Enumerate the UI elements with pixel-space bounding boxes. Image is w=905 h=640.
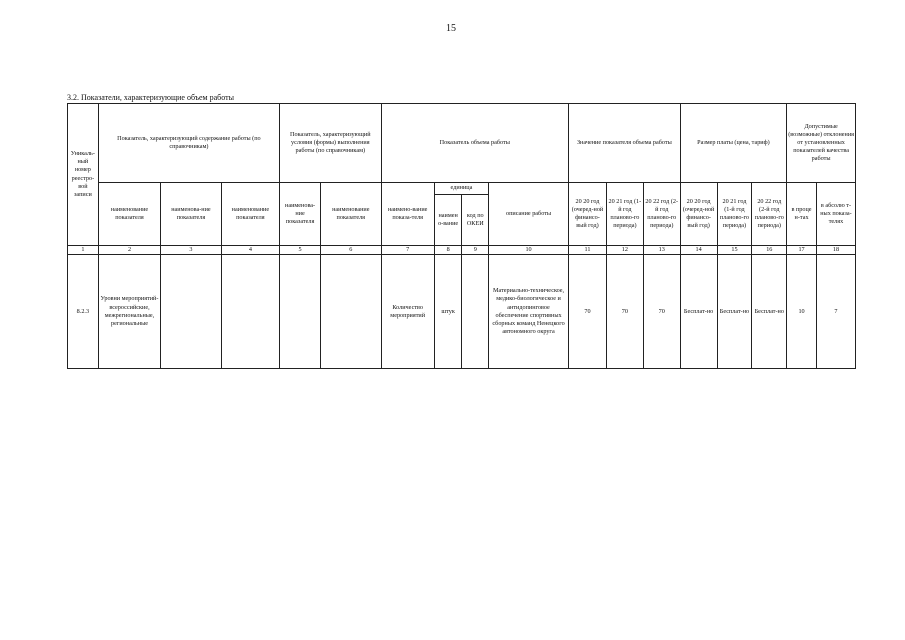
header-content-name-2: наименова-ние показателя xyxy=(161,183,221,246)
column-number: 17 xyxy=(787,246,817,255)
work-description: Материально-техническое, медико-биологическое и антидопинговое обеспечение спортивных сборных команд Ненецкого автономного округа xyxy=(489,255,569,369)
header-okei-code: код по ОКЕИ xyxy=(462,195,489,246)
volume-name: Количество мероприятий xyxy=(381,255,434,369)
header-value-2021: 20 21 год (1-й год планово-го периода) xyxy=(606,183,643,246)
value-2022: 70 xyxy=(643,255,680,369)
column-number: 18 xyxy=(816,246,855,255)
fee-2021: Бесплат-но xyxy=(717,255,752,369)
registry-number: 8.2.3 xyxy=(68,255,99,369)
column-number: 5 xyxy=(280,246,321,255)
header-work-description: описание работы xyxy=(489,183,569,246)
column-number: 1 xyxy=(68,246,99,255)
volume-indicators-table xyxy=(67,103,856,369)
column-number: 13 xyxy=(643,246,680,255)
header-content-indicator: Показатель, характеризующий содержание работы (по справочникам) xyxy=(98,104,279,183)
section-title: 3.2. Показатели, характеризующие объем работы xyxy=(67,93,234,102)
condition-value-2 xyxy=(321,255,381,369)
column-number: 12 xyxy=(606,246,643,255)
column-number: 9 xyxy=(462,246,489,255)
column-number: 6 xyxy=(321,246,381,255)
column-number: 14 xyxy=(680,246,717,255)
page-number: 15 xyxy=(446,23,456,34)
header-unit-name: наимен о-вание xyxy=(434,195,462,246)
column-number: 4 xyxy=(221,246,279,255)
header-condition-name-1: наименова-ние показателя xyxy=(280,183,321,246)
header-deviation-percent: в проце н-тах xyxy=(787,183,817,246)
condition-value-1 xyxy=(280,255,321,369)
header-unique-number: Уникаль-ный номер реестро-вой записи xyxy=(68,104,99,246)
header-unit: единица xyxy=(434,183,488,195)
header-condition-name-2: наименование показателя xyxy=(321,183,381,246)
column-number: 11 xyxy=(569,246,607,255)
header-deviations: Допустимые (возможные) отклонения от установленных показателей качества работы xyxy=(787,104,856,183)
header-volume-value: Значение показателя объема работы xyxy=(569,104,681,183)
header-fee-2021: 20 21 год (1-й год планово-го периода) xyxy=(717,183,752,246)
fee-2022: Бесплат-но xyxy=(752,255,787,369)
unit-name: штук xyxy=(434,255,462,369)
header-deviation-absolute: в абсолю т-ных показа-телях xyxy=(816,183,855,246)
column-number: 15 xyxy=(717,246,752,255)
value-2021: 70 xyxy=(606,255,643,369)
deviation-percent: 10 xyxy=(787,255,817,369)
header-fee-2022: 20 22 год (2-й год планово-го периода) xyxy=(752,183,787,246)
header-value-2020: 20 20 год (очеред-ной финансо-вый год) xyxy=(569,183,607,246)
header-content-name-1: наименование показателя xyxy=(98,183,161,246)
header-volume-name: наимено-вание показа-теля xyxy=(381,183,434,246)
header-fee: Размер платы (цена, тариф) xyxy=(680,104,787,183)
value-2020: 70 xyxy=(569,255,607,369)
content-value-3 xyxy=(221,255,279,369)
column-number: 7 xyxy=(381,246,434,255)
okei-code xyxy=(462,255,489,369)
header-volume-indicator: Показатель объема работы xyxy=(381,104,568,183)
column-number: 8 xyxy=(434,246,462,255)
column-number: 10 xyxy=(489,246,569,255)
deviation-absolute: 7 xyxy=(816,255,855,369)
column-number: 3 xyxy=(161,246,221,255)
content-value-1: Уровни мероприятий-всероссийские, межрегиональные, региональные xyxy=(98,255,161,369)
fee-2020: Бесплат-но xyxy=(680,255,717,369)
table-row xyxy=(68,255,856,369)
header-condition-indicator: Показатель, характеризующий условия (формы) выполнения работы (по справочникам) xyxy=(280,104,381,183)
header-fee-2020: 20 20 год (очеред-ной финансо-вый год) xyxy=(680,183,717,246)
content-value-2 xyxy=(161,255,221,369)
header-content-name-3: наименование показателя xyxy=(221,183,279,246)
column-number: 16 xyxy=(752,246,787,255)
header-value-2022: 20 22 год (2-й год планово-го периода) xyxy=(643,183,680,246)
column-number: 2 xyxy=(98,246,161,255)
